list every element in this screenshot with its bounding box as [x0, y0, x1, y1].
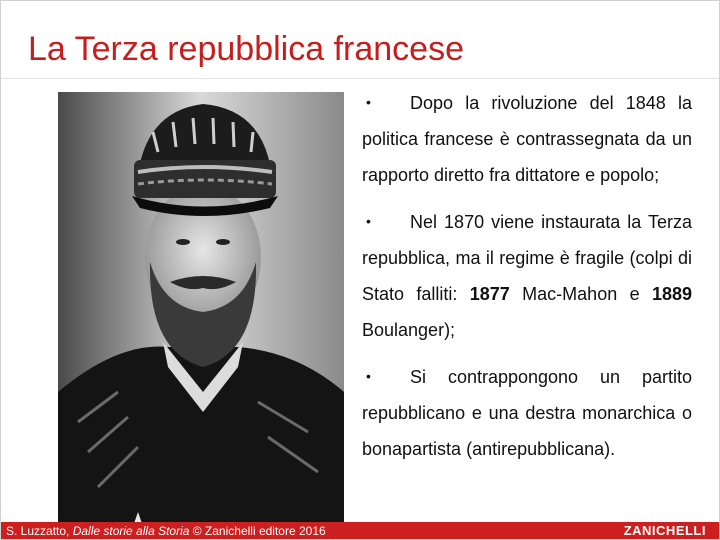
- publisher-logo: ZANICHELLI: [623, 523, 706, 538]
- bullet-marker: •: [366, 368, 371, 384]
- footer-bar: [0, 522, 720, 540]
- bullet-item: [362, 84, 692, 193]
- bullet-list: [362, 84, 692, 477]
- title-divider: [0, 78, 720, 79]
- credit-publisher: © Zanichelli editore 2016: [189, 524, 326, 538]
- bullet-marker: •: [366, 213, 371, 229]
- bullet-text: Mac-Mahon e: [509, 284, 652, 304]
- credit-author: S. Luzzatto,: [6, 524, 73, 538]
- bullet-item: [362, 358, 692, 467]
- bullet-text-bold: 1889: [651, 284, 692, 304]
- portrait-photo: [58, 92, 344, 532]
- credit-title: Dalle storie alla Storia: [72, 524, 190, 538]
- bullet-text: Si contrappongono un partito repubblicano e una destra monarchica o bonapartista (antirepubblicana).: [362, 367, 692, 459]
- slide-title: La Terza repubblica francese: [28, 30, 464, 68]
- bullet-text: Boulanger);: [362, 320, 456, 340]
- bullet-text: Nel 1870 viene instaurata la Terza repubblica, ma il regime è fragile (colpi di Stato falliti:: [362, 212, 692, 304]
- bullet-marker: •: [366, 94, 371, 110]
- bullet-text: Dopo la rivoluzione del 1848 la politica francese è contrassegnata da un rapporto diretto fra dittatore e popolo;: [362, 93, 692, 185]
- bullet-item: [362, 203, 692, 348]
- bullet-text-bold: 1877: [469, 284, 510, 304]
- footer-credit: [6, 524, 326, 538]
